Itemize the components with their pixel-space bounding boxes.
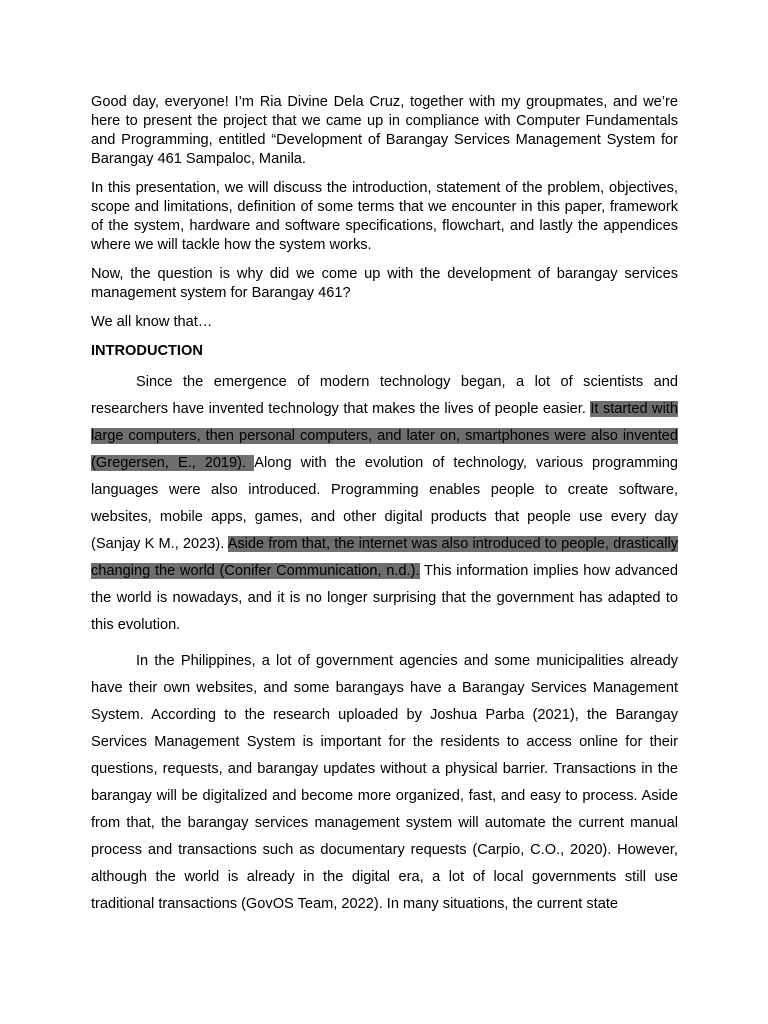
document-page [91, 93, 678, 927]
highlighted-text-1: It started with large computers, then personal computers, and later on, smartphones were also invented (Gregersen, E., 2019). [91, 401, 678, 471]
introduction-heading: INTRODUCTION [91, 343, 203, 359]
question-paragraph: Now, the question is why did we come up with the development of barangay services management system for Barangay 461? [91, 266, 678, 301]
lead-in-paragraph: We all know that… [91, 314, 213, 330]
greeting-paragraph: Good day, everyone! I’m Ria Divine Dela Cruz, together with my groupmates, and we’re here to present the project that we came up in compliance with Computer Fundamentals and Programming, entitled “Development of Barangay Services Management System for Barangay 461 Sampaloc, Manila. [91, 94, 678, 167]
introduction-paragraph-2: In the Philippines, a lot of government agencies and some municipalities already have their own websites, and some barangays have a Barangay Services Management System. According to the research uploaded by Joshua Parba (2021), the Barangay Services Management System is important for the residents to access online for their questions, requests, and barangay updates without a physical barrier. Transactions in the barangay will be digitalized and become more organized, fast, and easy to process. Aside from that, the barangay services management system will automate the current manual process and transactions such as documentary requests (Carpio, C.O., 2020). However, although the world is already in the digital era, a lot of local governments still use traditional transactions (GovOS Team, 2022). In many situations, the current state [91, 653, 678, 912]
intro-text-part-1: Since the emergence of modern technology began, a lot of scientists and researchers have invented technology that makes the lives of people easier. [91, 374, 678, 417]
intro-text-part-2: Along with the evolution of technology, various programming languages were also introduced. Programming enables people to create software, websites, mobile apps, games, and other digital products that people use every day (Sanjay K M., 2023). [91, 455, 678, 552]
presentation-outline-paragraph: In this presentation, we will discuss the introduction, statement of the problem, objectives, scope and limitations, definition of some terms that we encounter in this paper, framework of the system, hardware and software specifications, flowchart, and lastly the appendices where we will tackle how the system works. [91, 180, 678, 253]
introduction-paragraph-1 [91, 369, 678, 639]
highlighted-text-2: Aside from that, the internet was also introduced to people, drastically changing the world (Conifer Communication, n.d.). [91, 536, 678, 579]
intro-text-part-3: This information implies how advanced the world is nowadays, and it is no longer surprising that the government has adapted to this evolution. [91, 563, 678, 633]
